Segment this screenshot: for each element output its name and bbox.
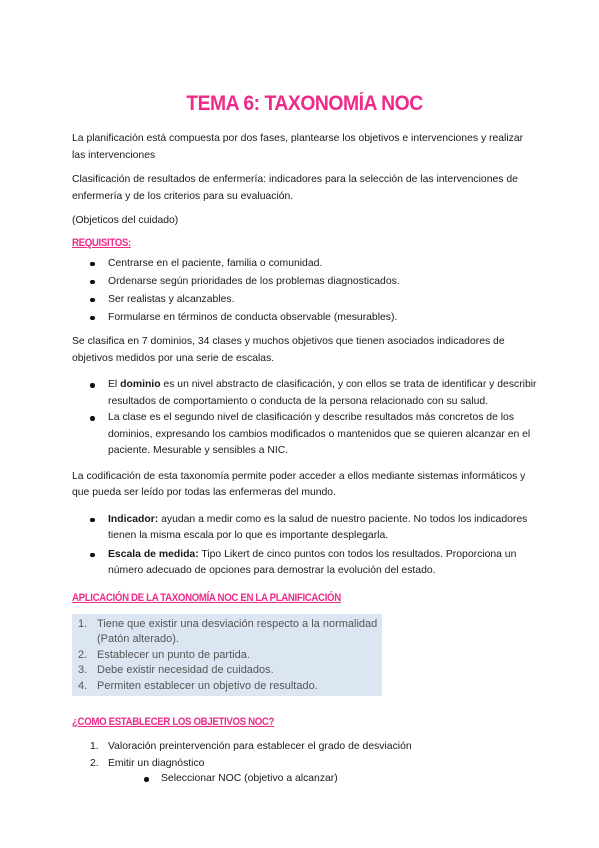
escala-term: Escala de medida: <box>108 548 199 560</box>
requisitos-heading: REQUISITOS: <box>72 236 131 249</box>
bullet-icon <box>90 553 95 558</box>
list-item: 3. Debe existir necesidad de cuidados. <box>78 664 274 676</box>
list-item: Ordenarse según prioridades de los problemas diagnosticados. <box>72 274 537 291</box>
list-item: El dominio es un nivel abstracto de clasificación, y con ellos se trata de identificar y describir resultados de comportamiento o conducta de la persona relacionado con su salud. <box>72 377 537 410</box>
page-title: TEMA 6: TAXONOMÍA NOC <box>186 92 423 115</box>
bullet-icon <box>90 280 95 285</box>
list-item: 4. Permiten establecer un objetivo de resultado. <box>78 679 318 692</box>
intro-paragraph-1: La planificación está compuesta por dos fases, plantearse los objetivos e intervenciones y realizar las intervenciones <box>72 133 524 161</box>
list-item-continuation: (Patón alterado). <box>97 633 179 645</box>
indicador-term: Indicador: <box>108 513 159 525</box>
bullet-icon <box>90 316 95 321</box>
list-item: Centrarse en el paciente, familia o comunidad. <box>72 256 537 273</box>
bullet-icon <box>90 416 95 421</box>
intro-paragraph-3: (Objeticos del cuidado) <box>72 215 179 226</box>
codificacion-paragraph: La codificación de esta taxonomía permite poder acceder a ellos mediante sistemas informáticos y que pueda ser leído por todas las enfermeras del mundo. <box>72 470 526 498</box>
sub-list-item: Seleccionar NOC (objetivo a alcanzar) <box>72 771 537 787</box>
indicadores-list <box>72 512 537 580</box>
dominio-term: dominio <box>120 379 161 390</box>
list-item: 1. Tiene que existir una desviación respecto a la normalidad <box>78 617 378 630</box>
niveles-list <box>72 377 537 460</box>
list-item: Formularse en términos de conducta observable (mesurables). <box>72 310 537 327</box>
bullet-icon <box>90 383 95 388</box>
bullet-icon <box>144 777 149 782</box>
bullet-icon <box>90 262 95 267</box>
list-item: 2. Emitir un diagnóstico <box>90 757 205 769</box>
como-heading: ¿COMO ESTABLECER LOS OBJETIVOS NOC? <box>72 716 275 728</box>
list-item: 1. Valoración preintervención para establecer el grado de desviación <box>90 741 412 752</box>
intro-paragraph-2: Clasificación de resultados de enfermería: indicadores para la selección de las intervenciones de enfermería y de los criterios para su evaluación. <box>72 174 518 202</box>
como-list <box>72 739 537 771</box>
list-item: 2. Establecer un punto de partida. <box>78 648 250 661</box>
aplicacion-heading: APLICACIÓN DE LA TAXONOMÍA NOC EN LA PLANIFICACIÓN <box>72 591 341 604</box>
clasifica-paragraph: Se clasifica en 7 dominios, 34 clases y muchos objetivos que tienen asociados indicadores de objetivos medidos por una serie de escalas. <box>72 336 505 364</box>
bullet-icon <box>90 518 95 523</box>
list-item: La clase es el segundo nivel de clasificación y describe resultados más concretos de los dominios, expresando los cambios modificados o mantenidos que se quieren alcanzar en el paciente. Mesurable y sensibles a NIC. <box>72 410 537 460</box>
requisitos-list <box>72 256 537 327</box>
list-item: Indicador: ayudan a medir como es la salud de nuestro paciente. No todos los indicadores tienen la misma escala por lo que es importante desplegarla. <box>72 512 537 545</box>
list-item: Ser realistas y alcanzables. <box>72 292 537 309</box>
aplicacion-box <box>72 614 382 697</box>
list-item: Escala de medida: Tipo Likert de cinco puntos con todos los resultados. Proporciona un número adecuado de opciones para demostrar la evolución del estado. <box>72 547 537 580</box>
bullet-icon <box>90 298 95 303</box>
